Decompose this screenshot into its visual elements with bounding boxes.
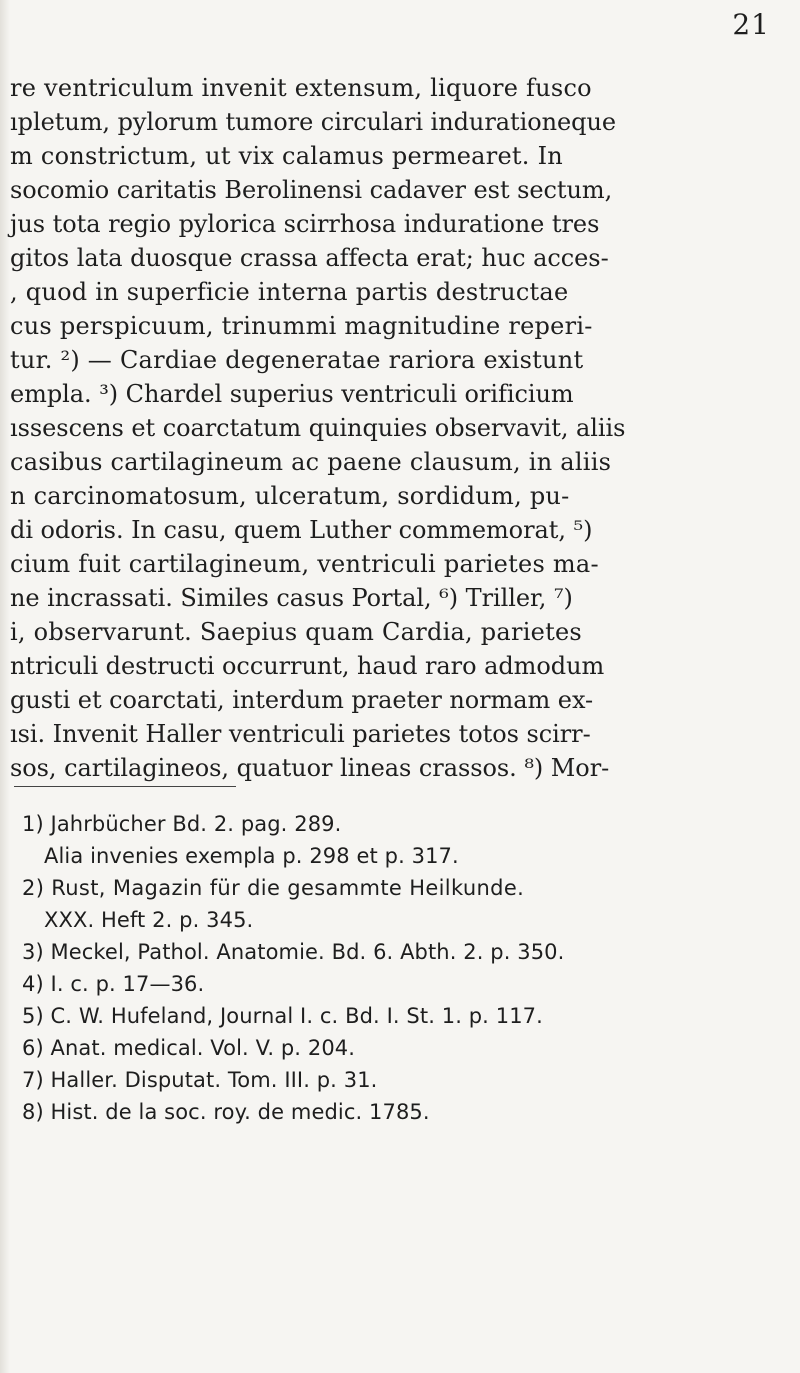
text-line: , quod in superficie interna partis destructae (10, 278, 569, 306)
text-line: socomio caritatis Berolinensi cadaver est sectum, (10, 176, 613, 204)
text-line: gusti et coarctati, interdum praeter normam ex- (10, 686, 594, 714)
text-line: i, observarunt. Saepius quam Cardia, parietes (10, 618, 582, 646)
footnote-6: 6) Anat. medical. Vol. V. p. 204. (22, 1036, 356, 1060)
footnote-2: 2) Rust, Magazin für die gesammte Heilkunde. (22, 876, 525, 900)
text-line: ne incrassati. Similes casus Portal, ⁶) Triller, ⁷) (10, 584, 573, 612)
footnote-4: 4) I. c. p. 17—36. (22, 972, 205, 996)
text-line: ıssescens et coarctatum quinquies observavit, aliis (10, 414, 626, 442)
text-line: sos, cartilagineos, quatuor lineas crassos. ⁸) Mor- (10, 754, 610, 782)
text-line: jus tota regio pylorica scirrhosa induratione tres (10, 210, 600, 238)
text-line: n carcinomatosum, ulceratum, sordidum, pu- (10, 482, 570, 510)
text-line: ısi. Invenit Haller ventriculi parietes totos scirr- (10, 720, 591, 748)
text-line: tur. ²) — Cardiae degeneratae rariora existunt (10, 346, 584, 374)
text-line: ntriculi destructi occurrunt, haud raro admodum (10, 652, 605, 680)
page-binding-edge (0, 0, 10, 1373)
text-line: di odoris. In casu, quem Luther commemorat, ⁵) (10, 516, 593, 544)
text-line: m constrictum, ut vix calamus permearet. In (10, 142, 563, 170)
footnote-1: 1) Jahrbücher Bd. 2. pag. 289. (22, 812, 342, 836)
text-line: gitos lata duosque crassa affecta erat; huc acces- (10, 244, 609, 272)
text-line: cus perspicuum, trinummi magnitudine reperi- (10, 312, 593, 340)
text-line: re ventriculum invenit extensum, liquore fusco (10, 74, 592, 102)
text-line: ıpletum, pylorum tumore circulari indurationeque (10, 108, 617, 136)
text-line: empla. ³) Chardel superius ventriculi orificium (10, 380, 574, 408)
footnote-8: 8) Hist. de la soc. roy. de medic. 1785. (22, 1100, 430, 1124)
text-line: casibus cartilagineum ac paene clausum, in aliis (10, 448, 612, 476)
footnote-1-continuation: Alia invenies exempla p. 298 et p. 317. (44, 844, 459, 868)
footnote-2-continuation: XXX. Heft 2. p. 345. (44, 908, 254, 932)
footnote-7: 7) Haller. Disputat. Tom. III. p. 31. (22, 1068, 378, 1092)
text-line: cium fuit cartilagineum, ventriculi parietes ma- (10, 550, 599, 578)
footnote-3: 3) Meckel, Pathol. Anatomie. Bd. 6. Abth. 2. p. 350. (22, 940, 565, 964)
page-number: 21 (732, 8, 770, 41)
footnote-separator-rule (14, 786, 236, 787)
footnote-5: 5) C. W. Hufeland, Journal I. c. Bd. I. St. 1. p. 117. (22, 1004, 543, 1028)
